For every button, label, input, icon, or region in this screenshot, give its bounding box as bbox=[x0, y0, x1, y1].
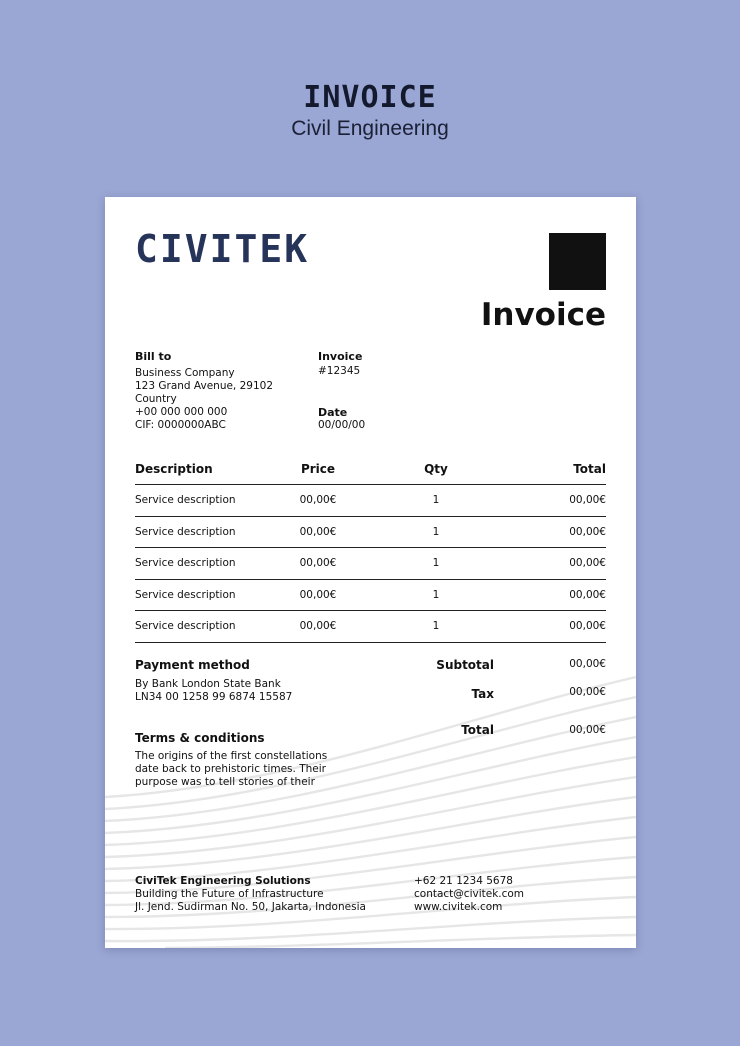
table-row bbox=[135, 579, 606, 611]
footer-tagline: Building the Future of Infrastructure bbox=[135, 888, 324, 900]
row-qty: 1 bbox=[351, 579, 521, 611]
terms-label: Terms & conditions bbox=[135, 731, 265, 745]
table-row bbox=[135, 485, 606, 517]
row-price: 00,00€ bbox=[285, 548, 351, 580]
bill-to-cif: CIF: 0000000ABC bbox=[135, 419, 226, 431]
date-label: Date bbox=[318, 406, 348, 419]
invoice-number: #12345 bbox=[318, 365, 361, 377]
bill-to-phone: +00 000 000 000 bbox=[135, 406, 228, 418]
brand-logo-text: CIVITEK bbox=[135, 227, 310, 271]
line-items-table bbox=[135, 453, 606, 643]
row-description: Service description bbox=[135, 548, 285, 580]
bill-to-block bbox=[135, 367, 273, 432]
terms-line: date back to prehistoric times. Their bbox=[135, 763, 326, 775]
row-total: 00,00€ bbox=[521, 611, 606, 643]
invoice-number-label: Invoice bbox=[318, 350, 363, 363]
tax-value: 00,00€ bbox=[569, 686, 606, 698]
row-description: Service description bbox=[135, 579, 285, 611]
footer-website: www.civitek.com bbox=[414, 901, 503, 913]
row-price: 00,00€ bbox=[285, 485, 351, 517]
row-description: Service description bbox=[135, 485, 285, 517]
row-total: 00,00€ bbox=[521, 485, 606, 517]
payment-bank: By Bank London State Bank bbox=[135, 678, 281, 690]
terms-line: The origins of the first constellations bbox=[135, 750, 328, 762]
tax-label: Tax bbox=[471, 687, 494, 701]
invoice-sheet bbox=[105, 197, 636, 948]
column-header-description: Description bbox=[135, 453, 285, 485]
document-title: Invoice bbox=[480, 297, 606, 333]
table-row bbox=[135, 516, 606, 548]
row-description: Service description bbox=[135, 611, 285, 643]
row-price: 00,00€ bbox=[285, 579, 351, 611]
total-label: Total bbox=[461, 723, 494, 737]
subtotal-value: 00,00€ bbox=[569, 658, 606, 670]
terms-block bbox=[135, 750, 327, 789]
footer-contact-block bbox=[414, 875, 524, 914]
total-value: 00,00€ bbox=[569, 724, 606, 736]
page-subheading: Civil Engineering bbox=[291, 117, 449, 140]
column-header-total: Total bbox=[521, 453, 606, 485]
row-total: 00,00€ bbox=[521, 516, 606, 548]
row-total: 00,00€ bbox=[521, 579, 606, 611]
column-header-price: Price bbox=[285, 453, 351, 485]
row-price: 00,00€ bbox=[285, 516, 351, 548]
row-qty: 1 bbox=[351, 485, 521, 517]
row-description: Service description bbox=[135, 516, 285, 548]
footer-company-name: CiviTek Engineering Solutions bbox=[135, 875, 311, 887]
table-header-row bbox=[135, 453, 606, 485]
bill-to-country: Country bbox=[135, 393, 177, 405]
row-qty: 1 bbox=[351, 611, 521, 643]
row-qty: 1 bbox=[351, 516, 521, 548]
terms-line: purpose was to tell stories of their bbox=[135, 776, 315, 788]
footer-company-block bbox=[135, 875, 366, 914]
row-qty: 1 bbox=[351, 548, 521, 580]
table-row bbox=[135, 611, 606, 643]
bill-to-address: 123 Grand Avenue, 29102 bbox=[135, 380, 274, 392]
subtotal-label: Subtotal bbox=[436, 658, 494, 672]
payment-account: LN34 00 1258 99 6874 15587 bbox=[135, 691, 293, 703]
row-price: 00,00€ bbox=[285, 611, 351, 643]
footer-address: Jl. Jend. Sudirman No. 50, Jakarta, Indonesia bbox=[135, 901, 366, 913]
payment-method-label: Payment method bbox=[135, 658, 250, 672]
date-value: 00/00/00 bbox=[318, 419, 366, 431]
footer-phone: +62 21 1234 5678 bbox=[414, 875, 513, 887]
arrow-logo-icon bbox=[549, 233, 606, 290]
column-header-qty: Qty bbox=[351, 453, 521, 485]
row-total: 00,00€ bbox=[521, 548, 606, 580]
table-row bbox=[135, 548, 606, 580]
footer-email: contact@civitek.com bbox=[414, 888, 525, 900]
payment-method-block bbox=[135, 678, 292, 704]
bill-to-label: Bill to bbox=[135, 350, 172, 363]
bill-to-company: Business Company bbox=[135, 367, 235, 379]
page-heading: INVOICE bbox=[303, 80, 437, 115]
